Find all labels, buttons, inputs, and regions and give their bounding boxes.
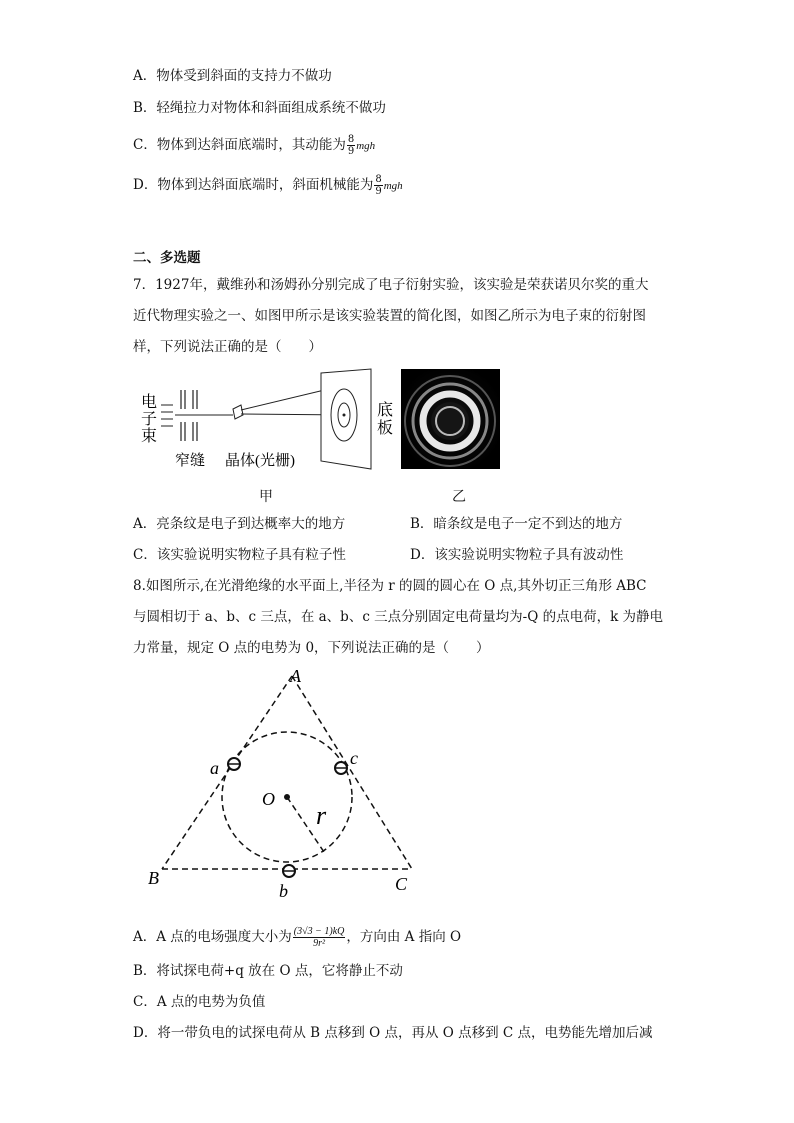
screen-label-char: 板 (377, 420, 394, 437)
fraction-tail: mgh (383, 180, 403, 192)
screen-label-char: 底 (377, 402, 394, 419)
q8-option-a (133, 920, 461, 954)
fraction-denominator: 9r² (313, 938, 326, 949)
q8-option-b: B．将试探电荷+q 放在 O 点，它将静止不动 (133, 963, 403, 979)
beam-label-char: 束 (141, 428, 158, 445)
fraction-denominator: 9 (375, 186, 382, 197)
electron-beam-arrows (161, 405, 173, 426)
triangle-side-ac (292, 676, 412, 869)
triangle-circle-diagram (140, 662, 430, 907)
fraction-numerator: 8 (347, 134, 355, 145)
center-point (284, 794, 290, 800)
crystal-label: 晶体(光栅) (225, 453, 295, 469)
q7-option-c: C．该实验说明实物粒子具有粒子性 (133, 547, 346, 563)
q8-stem-line-2: 与圆相切于 a、b、c 三点，在 a、b、c 三点分别固定电荷量均为-Q 的点电荷，k 为静电 (133, 609, 664, 625)
crystal (233, 405, 243, 419)
q6-option-c-text: C．物体到达斜面底端时，其动能为 (133, 137, 346, 153)
fraction (347, 134, 355, 157)
apparatus-diagram (135, 365, 394, 475)
q6-option-a: A．物体受到斜面的支持力不做功 (133, 68, 332, 84)
vertex-label-a: A (290, 666, 301, 686)
figure-caption-a: 甲 (259, 489, 273, 505)
q8-stem-line-1: 8.如图所示,在光滑绝缘的水平面上,半径为 r 的圆的圆心在 O 点,其外切正三角形 ABC (133, 578, 647, 594)
beam-label-char: 电 (141, 394, 158, 411)
fraction-tail: mgh (356, 140, 376, 152)
q6-option-c (133, 130, 375, 160)
q6-option-d (133, 170, 403, 200)
q7-option-b: B．暗条纹是电子一定不到达的地方 (410, 516, 623, 532)
q8-option-c: C．A 点的电势为负值 (133, 994, 266, 1010)
vertex-label-b: B (148, 868, 159, 888)
fraction-denominator: 9 (347, 146, 355, 157)
section-heading: 二、多选题 (133, 250, 201, 266)
figure-caption-b: 乙 (452, 489, 466, 505)
triangle-side-ab (162, 676, 292, 869)
q8-option-d: D．将一带负电的试探电荷从 B 点移到 O 点，再从 O 点移到 C 点，电势能先增加后减 (133, 1025, 653, 1041)
fraction-numerator: 8 (375, 174, 382, 185)
tangent-label-c: c (350, 748, 358, 768)
q8-option-a-tail: ，方向由 A 指向 O (346, 929, 462, 945)
screen (321, 369, 371, 469)
q7-stem-line-3: 样，下列说法正确的是（ ） (133, 339, 322, 355)
screen-center-dot (343, 414, 346, 417)
fraction (374, 174, 382, 197)
q6-option-b: B．轻绳拉力对物体和斜面组成系统不做功 (133, 100, 386, 116)
diffraction-pattern-photo (401, 369, 500, 469)
q7-stem-line-1: 7．1927年，戴维孙和汤姆孙分别完成了电子衍射实验，该实验是荣获诺贝尔奖的重大 (133, 277, 649, 293)
q7-option-a: A．亮条纹是电子到达概率大的地方 (133, 516, 346, 532)
vertex-label-c: C (395, 874, 408, 894)
fraction (293, 926, 346, 949)
fraction-numerator: (3√3 − 1)kQ (293, 926, 345, 937)
q7-stem-line-2: 近代物理实验之一、如图甲所示是该实验装置的简化图，如图乙所示为电子束的衍射图 (133, 308, 646, 324)
q7-option-d: D．该实验说明实物粒子具有波动性 (410, 547, 624, 563)
q8-stem-line-3: 力常量，规定 O 点的电势为 0，下列说法正确的是（ ） (133, 640, 490, 656)
q6-option-d-text: D．物体到达斜面底端时，斜面机械能为 (133, 177, 374, 193)
slit-label: 窄缝 (175, 453, 206, 469)
center-label: O (262, 789, 275, 809)
radius-label: r (316, 801, 327, 830)
beam-label-char: 子 (141, 411, 158, 428)
tangent-label-a: a (210, 758, 219, 778)
q8-option-a-text: A．A 点的电场强度大小为 (133, 929, 292, 945)
tangent-label-b: b (279, 881, 288, 901)
